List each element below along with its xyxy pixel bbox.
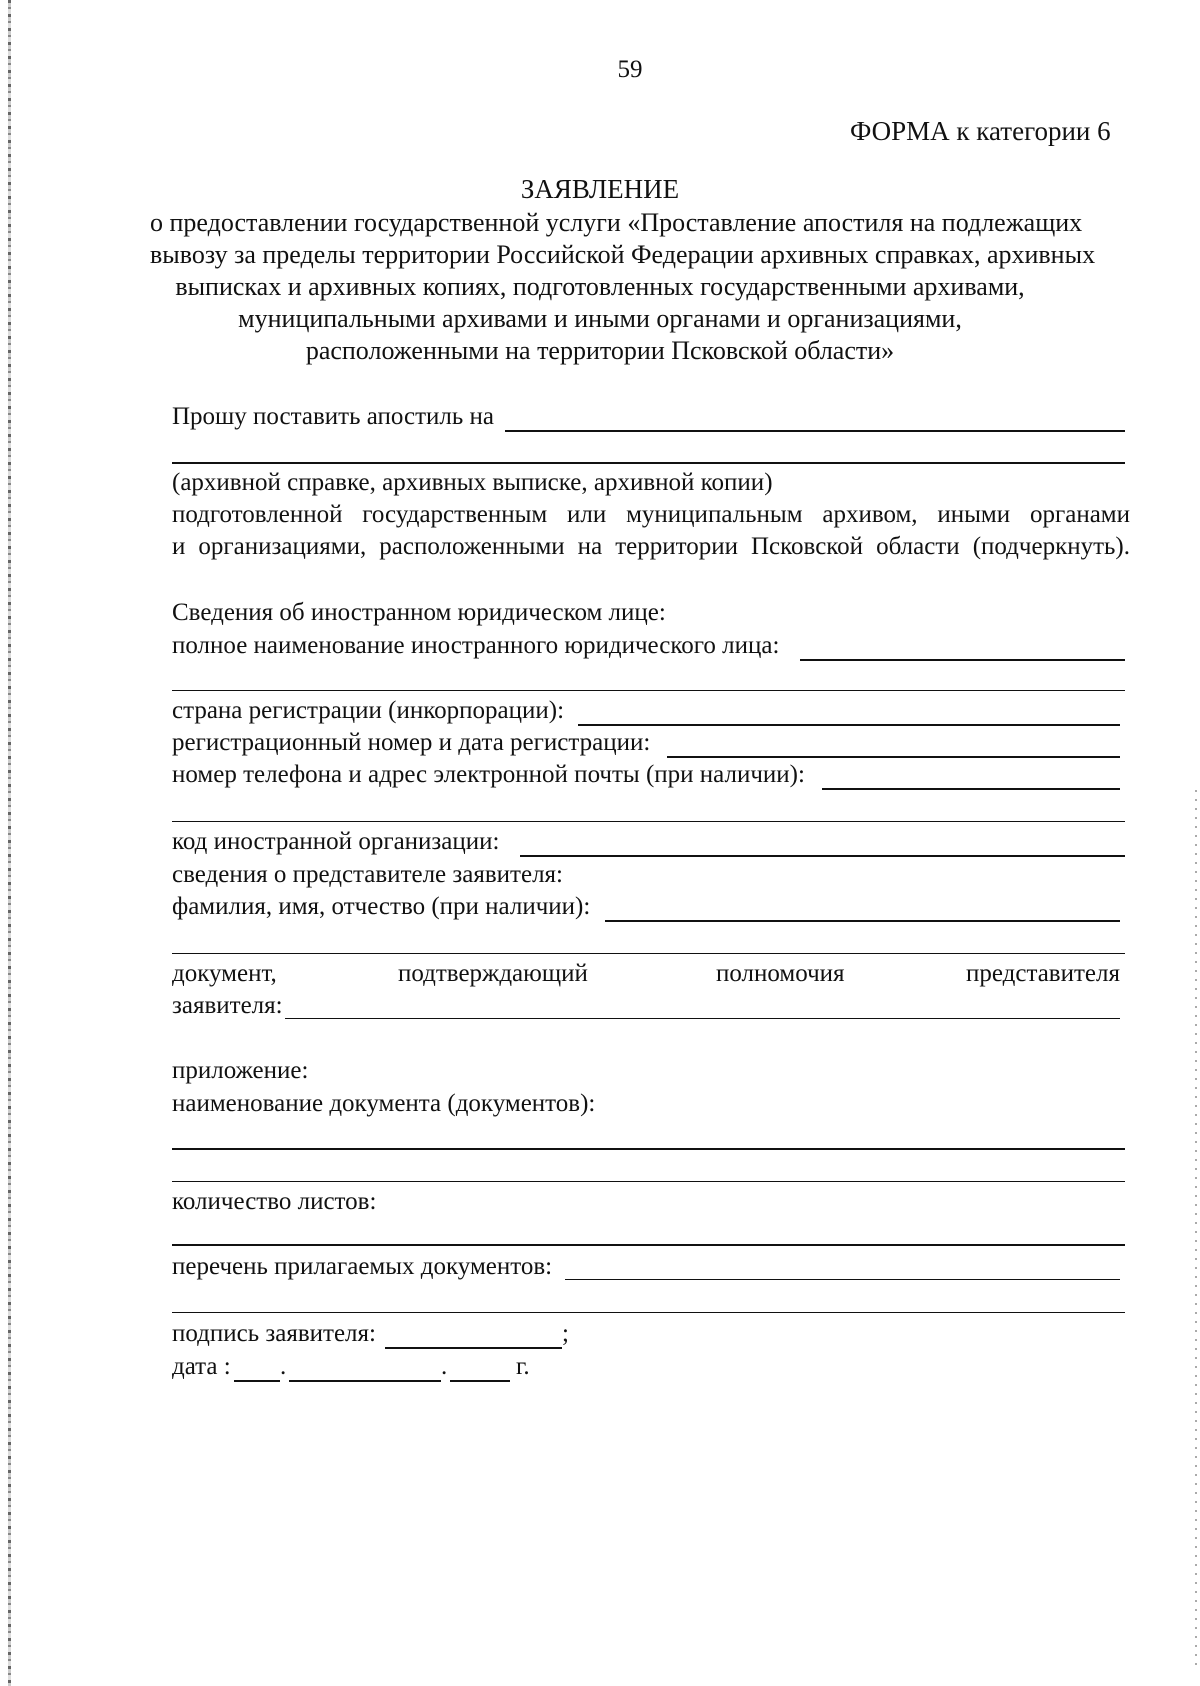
attachment-sheets-line[interactable] [172,1244,1125,1246]
country-line[interactable] [578,724,1120,726]
attachment-sheets-label: количество листов: [172,1188,377,1215]
attachment-doc-name-line-2[interactable] [172,1181,1125,1182]
scan-right-edge [1195,790,1197,1670]
attachment-list-label: перечень прилагаемых документов: [172,1253,553,1280]
page-number: 59 [617,56,643,83]
subtitle-line-3: выписках и архивных копиях, подготовленных государственными архивами, [175,272,1025,301]
representative-doc-word-2: подтверждающий [398,960,588,987]
signature-line[interactable] [385,1347,562,1349]
form-category-label: ФОРМА к категории 6 [850,116,1111,146]
document-title: ЗАЯВЛЕНИЕ [520,174,680,204]
representative-fio-label: фамилия, имя, отчество (при наличии): [172,893,591,920]
org-code-label: код иностранной организации: [172,828,500,855]
contacts-line-2[interactable] [172,821,1125,822]
legal-entity-full-name-line[interactable] [800,659,1125,661]
request-label: Прошу поставить апостиль на [172,403,495,430]
representative-doc-word-3: полномочия [716,960,845,987]
subtitle-line-1: о предоставлении государственной услуги «Проставление апостиля на подлежащих [150,208,1083,237]
legal-entity-heading: Сведения об иностранном юридическом лице: [172,599,666,626]
attachment-list-line-2[interactable] [172,1312,1125,1313]
legal-entity-full-name-line-2[interactable] [172,690,1125,691]
request-body-line-1: подготовленной государственным или муниципальным архивом, иными органами [172,501,1130,528]
request-fill-line[interactable] [505,430,1125,432]
representative-doc-word-1: документ, [172,960,277,987]
legal-entity-full-name-label: полное наименование иностранного юридического лица: [172,632,780,659]
request-fill-line-2[interactable] [172,462,1125,464]
attachment-doc-name-line[interactable] [172,1148,1125,1150]
representative-doc-tail-label: заявителя: [172,992,283,1019]
representative-doc-word-4: представителя [966,960,1120,987]
contacts-label: номер телефона и адрес электронной почты (при наличии): [172,761,805,788]
request-body-line-2: и организациями, расположенными на территории Псковской области (подчеркнуть). [172,533,1130,560]
date-month-line[interactable] [289,1380,441,1382]
signature-label: подпись заявителя: [172,1320,376,1347]
reg-number-label: регистрационный номер и дата регистрации: [172,729,651,756]
date-year-line[interactable] [450,1380,510,1382]
subtitle-line-5: расположенными на территории Псковской области» [305,336,895,365]
representative-heading: сведения о представителе заявителя: [172,861,564,888]
request-hint: (архивной справке, архивных выписке, архивной копии) [172,469,773,496]
representative-fio-line-2[interactable] [172,953,1125,954]
org-code-line[interactable] [520,855,1125,857]
scan-left-edge [8,0,11,1686]
contacts-line[interactable] [822,788,1120,790]
subtitle-line-4: муниципальными архивами и иными органами и организациями, [238,304,962,333]
date-label: дата : [172,1353,231,1380]
attachment-list-line[interactable] [565,1279,1120,1280]
subtitle-line-2: вывозу за пределы территории Российской Федерации архивных справках, архивных [150,240,1096,269]
date-year-suffix: г. [516,1353,530,1380]
attachment-heading: приложение: [172,1057,309,1084]
date-dot-2: . [441,1353,448,1380]
representative-doc-line[interactable] [285,1018,1120,1019]
reg-number-line[interactable] [667,756,1120,758]
date-day-line[interactable] [234,1380,280,1382]
representative-fio-line[interactable] [605,920,1120,922]
date-dot-1: . [280,1353,287,1380]
attachment-doc-name-label: наименование документа (документов): [172,1090,596,1117]
signature-semicolon: ; [562,1320,569,1347]
country-label: страна регистрации (инкорпорации): [172,697,565,724]
